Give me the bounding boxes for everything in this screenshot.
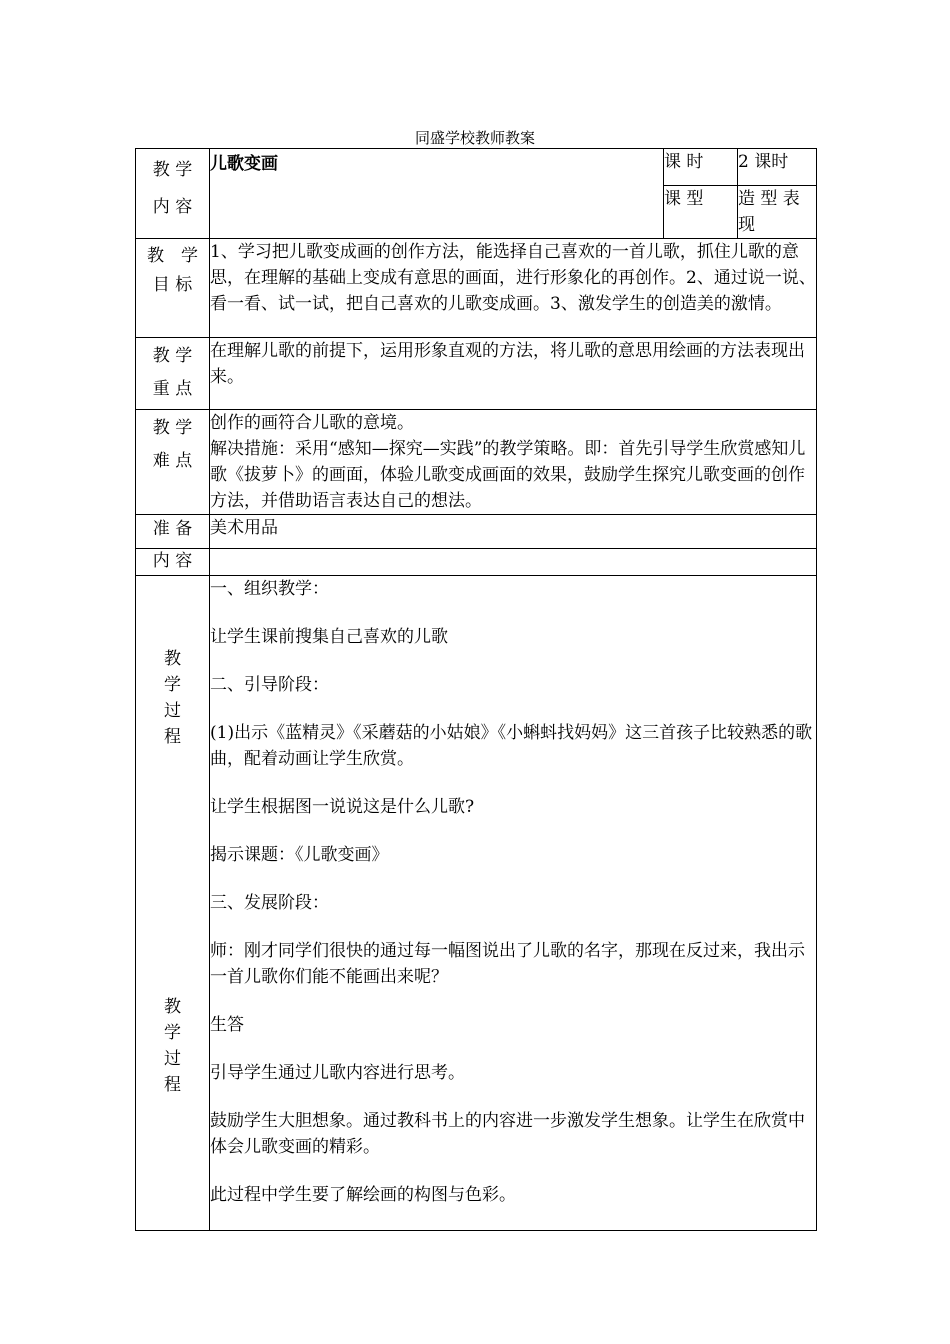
lesson-plan-table: [135, 148, 817, 1231]
process-paragraph: 生答: [210, 1015, 244, 1035]
content-label: 内 容: [136, 549, 210, 576]
label-line: 教 学: [152, 160, 193, 180]
type-label: 课 型: [664, 186, 738, 239]
preparation-label: 准 备: [136, 515, 210, 549]
label-line: 内 容: [152, 197, 193, 217]
preparation-text: 美术用品: [210, 515, 817, 549]
key-points-text: 在理解儿歌的前提下，运用形象直观的方法，将儿歌的意思用绘画的方法表现出来。: [210, 338, 817, 410]
process-paragraph: 三、发展阶段：: [210, 893, 329, 913]
label-line: 教 学: [152, 418, 193, 438]
label-char: 程: [164, 1075, 181, 1095]
process-label: [136, 576, 210, 1231]
label-line: 教 学: [152, 346, 193, 366]
process-paragraph: 引导学生通过儿歌内容进行思考。: [210, 1063, 465, 1083]
difficulty-statement: 创作的画符合儿歌的意境。: [210, 413, 414, 433]
solution-measures: 解决措施：采用“感知—探究—实践”的教学策略。即：首先引导学生欣赏感知儿歌《拔萝卜》的画面，体验儿歌变成画面的效果，鼓励学生探究儿歌变画的创作方法，并借助语言表达自己的想法。: [210, 439, 806, 511]
label-char: 教: [164, 997, 181, 1017]
label-char: 学: [164, 675, 181, 695]
document-title: 同盛学校教师教案: [414, 129, 535, 147]
label-line: 重 点: [152, 379, 193, 399]
difficulties-label: [136, 410, 210, 515]
process-paragraph: 揭示课题：《儿歌变画》: [210, 845, 389, 865]
label-char: 过: [164, 701, 181, 721]
process-paragraph: 一、组织教学：: [210, 579, 329, 599]
lesson-content-label: [136, 149, 210, 239]
process-paragraph: 师：刚才同学们很快的通过每一幅图说出了儿歌的名字，那现在反过来，我出示一首儿歌你们能不能画出来呢？: [210, 941, 805, 987]
label-char: 程: [164, 727, 181, 747]
process-paragraph: 让学生课前搜集自己喜欢的儿歌: [210, 627, 448, 647]
label-char: 教: [164, 649, 181, 669]
label-char: 过: [164, 1049, 181, 1069]
objectives-label: [136, 239, 210, 338]
label-char: 学: [164, 1023, 181, 1043]
process-paragraph: 二、引导阶段：: [210, 675, 329, 695]
objectives-text: 1、学习把儿歌变成画的创作方法，能选择自己喜欢的一首儿歌，抓住儿歌的意思，在理解的基础上变成有意思的画面，进行形象化的再创作。2、通过说一说、看一看、试一试，把自己喜欢的儿歌变成画。3、激发学生的创造美的激情。: [210, 239, 817, 338]
process-paragraph: (1)出示《蓝精灵》《采蘑菇的小姑娘》《小蝌蚪找妈妈》这三首孩子比较熟悉的歌曲，配着动画让学生欣赏。: [210, 723, 813, 769]
content-text: [210, 549, 817, 576]
hours-label: 课 时: [664, 149, 738, 186]
label-line: 目 标: [152, 275, 193, 295]
label-line: 教 学: [147, 246, 198, 266]
difficulties-text: [210, 410, 817, 515]
key-points-label: [136, 338, 210, 410]
process-paragraph: 此过程中学生要了解绘画的构图与色彩。: [210, 1185, 516, 1205]
process-content: [210, 576, 817, 1231]
process-paragraph: 让学生根据图一说说这是什么儿歌?: [210, 797, 475, 817]
lesson-title: 儿歌变画: [210, 149, 664, 239]
process-paragraph: 鼓励学生大胆想象。通过教科书上的内容进一步激发学生想象。让学生在欣赏中体会儿歌变画的精彩。: [210, 1111, 805, 1157]
label-line: 难 点: [152, 451, 193, 471]
type-value: 造 型 表 现: [738, 186, 817, 239]
hours-value: 2 课时: [738, 149, 817, 186]
